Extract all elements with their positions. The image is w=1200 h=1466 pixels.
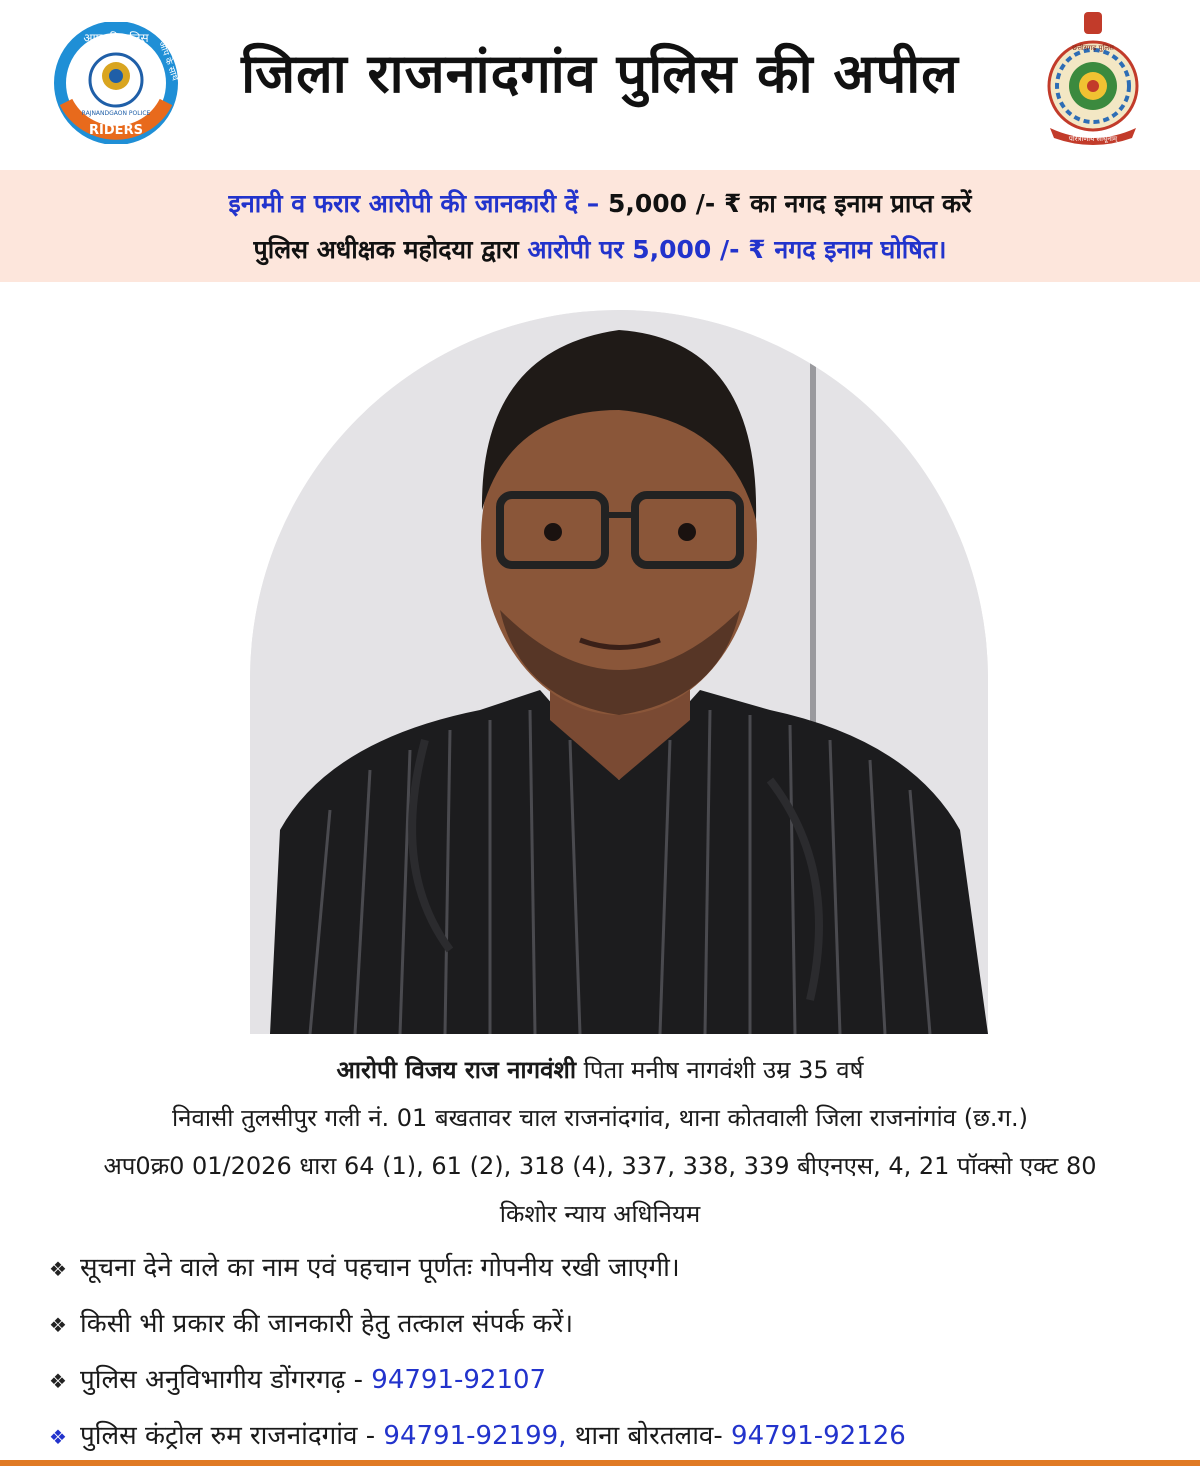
reward-line-1 (0, 186, 1200, 220)
notice-list (44, 1240, 1184, 1464)
notice-item-contact (44, 1296, 1184, 1352)
left-logo-text-top: आप की पुलिस (83, 31, 149, 45)
notice-item-dongargarh (44, 1352, 1184, 1408)
case-sections: अप0क्र0 01/2026 धारा 64 (1), 61 (2), 318 (4), 337, 338, 339 बीएनएस, 4, 21 पॉक्सो एक्ट 80 (103, 1152, 1097, 1180)
phone-number[interactable]: 94791-92107 (371, 1365, 547, 1395)
contact-label: पुलिस अनुविभागीय डोंगरगढ़ - (80, 1365, 372, 1395)
accused-name-line (0, 1046, 1200, 1094)
bullet-diamond-icon: ❖ (49, 1369, 67, 1393)
notice-item-confidentiality (44, 1240, 1184, 1296)
accused-father-age: पिता मनीष नागवंशी उम्र 35 वर्ष (576, 1056, 864, 1084)
footer-bar (0, 1460, 1200, 1466)
bullet-diamond-icon: ❖ (49, 1313, 67, 1337)
rajnandgaon-police-logo-icon (46, 22, 186, 144)
notice-text: किसी भी प्रकार की जानकारी हेतु तत्काल संपर्क करें। (80, 1309, 574, 1339)
reward-line-1-rest: का नगद इनाम प्राप्त करें (750, 189, 972, 218)
reward-line-2 (0, 232, 1200, 266)
reward-line-2-black: पुलिस अधीक्षक महोदया द्वारा (253, 235, 528, 264)
accused-name: आरोपी विजय राज नागवंशी (336, 1056, 577, 1084)
bullet-diamond-icon: ❖ (49, 1425, 67, 1449)
reward-line-2-blue: आरोपी पर 5,000 /- ₹ नगद इनाम घोषित। (527, 235, 947, 264)
notice-text: सूचना देने वाले का नाम एवं पहचान पूर्णतः गोपनीय रखी जाएगी। (80, 1253, 680, 1283)
chhattisgarh-police-emblem-icon (1040, 10, 1146, 146)
left-logo-text-side: आप के साथ (156, 40, 180, 83)
page-title: जिला राजनांदगांव पुलिस की अपील (241, 42, 959, 105)
contact-label: पुलिस कंट्रोल रुम राजनांदगांव - (80, 1421, 384, 1451)
left-logo-text-center: RAJNANDGAON POLICE (81, 110, 151, 117)
accused-portrait-photo (250, 310, 988, 1034)
reward-banner (0, 170, 1200, 282)
phone-number[interactable]: 94791-92126 (731, 1421, 906, 1451)
reward-line-1-amount: 5,000 /- ₹ (607, 189, 751, 218)
contact-label: थाना बोरतलाव- (566, 1421, 732, 1451)
accused-details (0, 1046, 1200, 1238)
right-logo-text-bottom: परित्राणाय साधूनाम् (1068, 135, 1118, 143)
right-logo-text-top: छत्तीसगढ़ पुलिस (1072, 44, 1114, 52)
left-logo-text-bottom: RIDERS (89, 123, 143, 138)
juvenile-act: किशोर न्याय अधिनियम (499, 1200, 701, 1228)
notice-item-control-room (44, 1408, 1184, 1464)
reward-line-1-blue: इनामी व फरार आरोपी की जानकारी दें – (228, 189, 608, 218)
phone-number[interactable]: 94791-92199, (383, 1421, 567, 1451)
bullet-diamond-icon: ❖ (49, 1257, 67, 1281)
accused-address: निवासी तुलसीपुर गली नं. 01 बखतावर चाल राजनांदगांव, थाना कोतवाली जिला राजनांगांव (छ.ग.) (171, 1104, 1029, 1132)
header (0, 0, 1200, 170)
